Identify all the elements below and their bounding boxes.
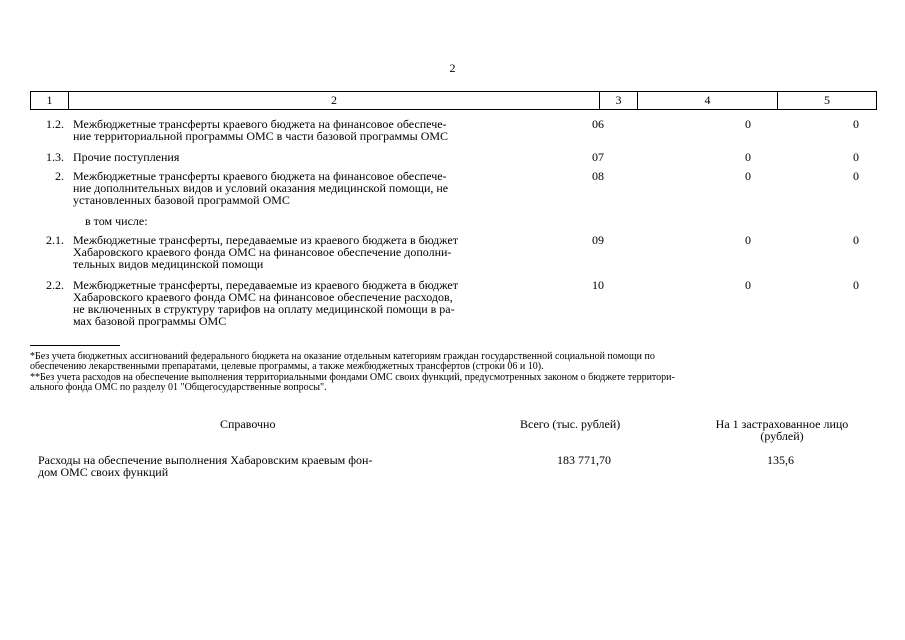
row-code: 09 xyxy=(592,233,604,247)
reference-heading: Справочно xyxy=(220,417,276,431)
row-value-col5: 0 xyxy=(853,278,859,292)
row-number: 1.3. xyxy=(46,150,64,164)
footnote-divider xyxy=(30,345,120,346)
reference-row-label: Расходы на обеспечение выполнения Хабаровским краевым фон- дом ОМС своих функций xyxy=(38,453,373,479)
row-number: 1.2. xyxy=(46,117,64,131)
header-col-2: 2 xyxy=(69,92,600,109)
row-value-col4: 0 xyxy=(745,233,751,247)
row-value-col4: 0 xyxy=(745,169,751,183)
row-description: Прочие поступления xyxy=(73,150,180,164)
row-code: 07 xyxy=(592,150,604,164)
row-value-col4: 0 xyxy=(745,117,751,131)
header-col-3: 3 xyxy=(600,92,638,109)
reference-row-per-person: 135,6 xyxy=(767,453,794,467)
page-number: 2 xyxy=(449,61,456,75)
row-value-col5: 0 xyxy=(853,233,859,247)
footnotes xyxy=(30,352,877,394)
header-col-5: 5 xyxy=(824,93,830,107)
footnote-1: *Без учета бюджетных ассигнований федерального бюджета на оказание отдельным категориям граждан государственной социальной помощи по обеспечению лекарственными препаратами, целевые программы, а также межбюджетных трансфертов (строки 06 и 10). xyxy=(30,351,655,372)
row-value-col5: 0 xyxy=(853,117,859,131)
row-description: Межбюджетные трансферты краевого бюджета на финансовое обеспече- ние территориальной программы ОМС в части базовой программы ОМС xyxy=(73,117,449,143)
row-value-col5: 0 xyxy=(853,150,859,164)
row-code: 06 xyxy=(592,117,604,131)
row-number: 2.2. xyxy=(46,278,64,292)
footnote-2: **Без учета расходов на обеспечение выполнения территориальными фондами ОМС своих функций, предусмотренных законом о бюджете территори- ального фонда ОМС по разделу 01 "Общегосударственные вопросы". xyxy=(30,372,675,393)
header-col-1: 1 xyxy=(31,92,69,109)
row-value-col5: 0 xyxy=(853,169,859,183)
reference-total-heading: Всего (тыс. рублей) xyxy=(520,417,621,431)
row-value-col4: 0 xyxy=(745,150,751,164)
row-description: в том числе: xyxy=(85,214,148,228)
row-code: 08 xyxy=(592,169,604,183)
row-description: Межбюджетные трансферты, передаваемые из краевого бюджета в бюджет Хабаровского краевого фонда ОМС на финансовое обеспечение расходов, не включенных в структуру тарифов на оплату медицинской помощи в ра- мах базовой программы ОМС xyxy=(73,278,458,328)
row-number: 2. xyxy=(55,169,64,183)
row-code: 10 xyxy=(592,278,604,292)
header-col-4: 4 xyxy=(638,92,778,109)
reference-per-person-heading: На 1 застрахованное лицо (рублей) xyxy=(715,417,849,443)
row-number: 2.1. xyxy=(46,233,64,247)
row-description: Межбюджетные трансферты краевого бюджета на финансовое обеспече- ние дополнительных видов и условий оказания медицинской помощи, не установленных базовой программой ОМС xyxy=(73,169,449,207)
row-description: Межбюджетные трансферты, передаваемые из краевого бюджета в бюджет Хабаровского краевого фонда ОМС на финансовое обеспечение дополни- тельных видов медицинской помощи xyxy=(73,233,458,271)
reference-row-total: 183 771,70 xyxy=(557,453,611,467)
row-value-col4: 0 xyxy=(745,278,751,292)
table-header xyxy=(30,91,877,110)
